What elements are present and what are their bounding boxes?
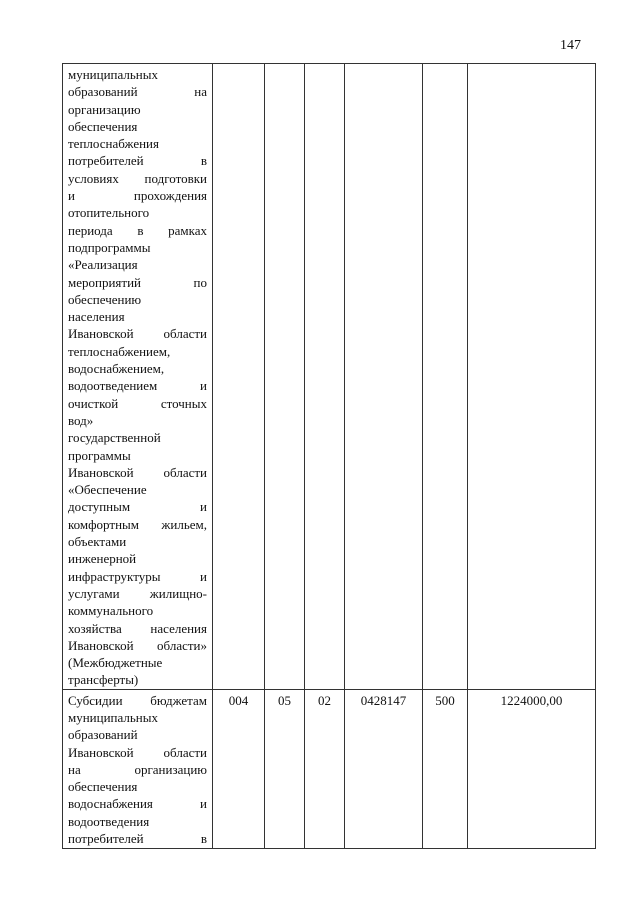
expense-name-line: доступным и <box>68 499 207 515</box>
amount-cell: 1224000,00 <box>468 689 596 848</box>
subsection-code-cell <box>305 64 345 690</box>
expense-name-line: инфраструктуры и <box>68 568 207 584</box>
expense-name-line: периода в рамках <box>68 222 207 238</box>
table-row <box>63 64 596 690</box>
expense-name-line: хозяйства населения <box>68 620 207 636</box>
admin-code-cell: 004 <box>213 689 265 848</box>
target-article-cell <box>345 64 423 690</box>
expense-name-line: обеспечения <box>68 779 138 795</box>
expense-name-line: вод» <box>68 412 94 428</box>
expense-name-cell <box>63 64 213 690</box>
expense-name-line: Ивановской области» <box>68 637 207 653</box>
expense-name-cell <box>63 689 213 848</box>
expense-type-cell <box>423 64 468 690</box>
expense-name-line: (Межбюджетные <box>68 655 163 671</box>
expense-name-line: населения <box>68 309 125 325</box>
amount-cell <box>468 64 596 690</box>
expense-name-line: потребителей в <box>68 831 207 847</box>
expense-name-line: «Обеспечение <box>68 482 147 498</box>
table-row <box>63 689 596 848</box>
expense-name-line: водоснабжением, <box>68 361 165 377</box>
expense-name-line: услугами жилищно- <box>68 585 207 601</box>
expense-name-line: инженерной <box>68 551 137 567</box>
expense-name-line: потребителей в <box>68 153 207 169</box>
expense-name-line: Ивановской области <box>68 744 207 760</box>
expense-name-line: обеспечению <box>68 291 142 307</box>
expense-name-line: образований на <box>68 84 207 100</box>
expense-name-line: объектами <box>68 534 127 550</box>
expense-name-line: условиях подготовки <box>68 170 207 186</box>
expense-name-line: муниципальных <box>68 67 159 82</box>
expense-name-line: мероприятий по <box>68 274 207 290</box>
section-code-cell <box>265 64 305 690</box>
expense-name-line: «Реализация <box>68 257 138 273</box>
page-number: 147 <box>560 38 581 53</box>
expense-name-line: государственной <box>68 430 161 446</box>
expense-name-line: теплоснабжением, <box>68 343 171 359</box>
expense-name-line: Ивановской области <box>68 326 207 342</box>
target-article-cell: 0428147 <box>345 689 423 848</box>
admin-code-cell <box>213 64 265 690</box>
expense-name-line: очисткой сточных <box>68 395 207 411</box>
expense-name-line: комфортным жильем, <box>68 516 207 532</box>
expense-name-line: подпрограммы <box>68 239 151 255</box>
expense-name-line: организацию <box>68 101 141 117</box>
expense-name-line: обеспечения <box>68 118 138 134</box>
budget-table <box>62 63 596 849</box>
expense-name-line: образований <box>68 727 138 743</box>
expense-name-line: водоснабжения и <box>68 796 207 812</box>
section-code-cell: 05 <box>265 689 305 848</box>
expense-name-line: отопительного <box>68 205 150 221</box>
expense-name-line: муниципальных <box>68 709 159 725</box>
expense-name-line: водоотведения <box>68 813 150 829</box>
expense-name-line: и прохождения <box>68 188 207 204</box>
expense-name-line: программы <box>68 447 131 463</box>
expense-type-cell: 500 <box>423 689 468 848</box>
expense-name-line: Ивановской области <box>68 464 207 480</box>
expense-name-line: трансферты) <box>68 672 139 688</box>
expense-name-line: коммунального <box>68 603 154 619</box>
expense-name-line: теплоснабжения <box>68 136 159 152</box>
expense-name-line: Субсидии бюджетам <box>68 692 207 708</box>
expense-name-line: на организацию <box>68 761 207 777</box>
expense-name-line: водоотведением и <box>68 378 207 394</box>
subsection-code-cell: 02 <box>305 689 345 848</box>
